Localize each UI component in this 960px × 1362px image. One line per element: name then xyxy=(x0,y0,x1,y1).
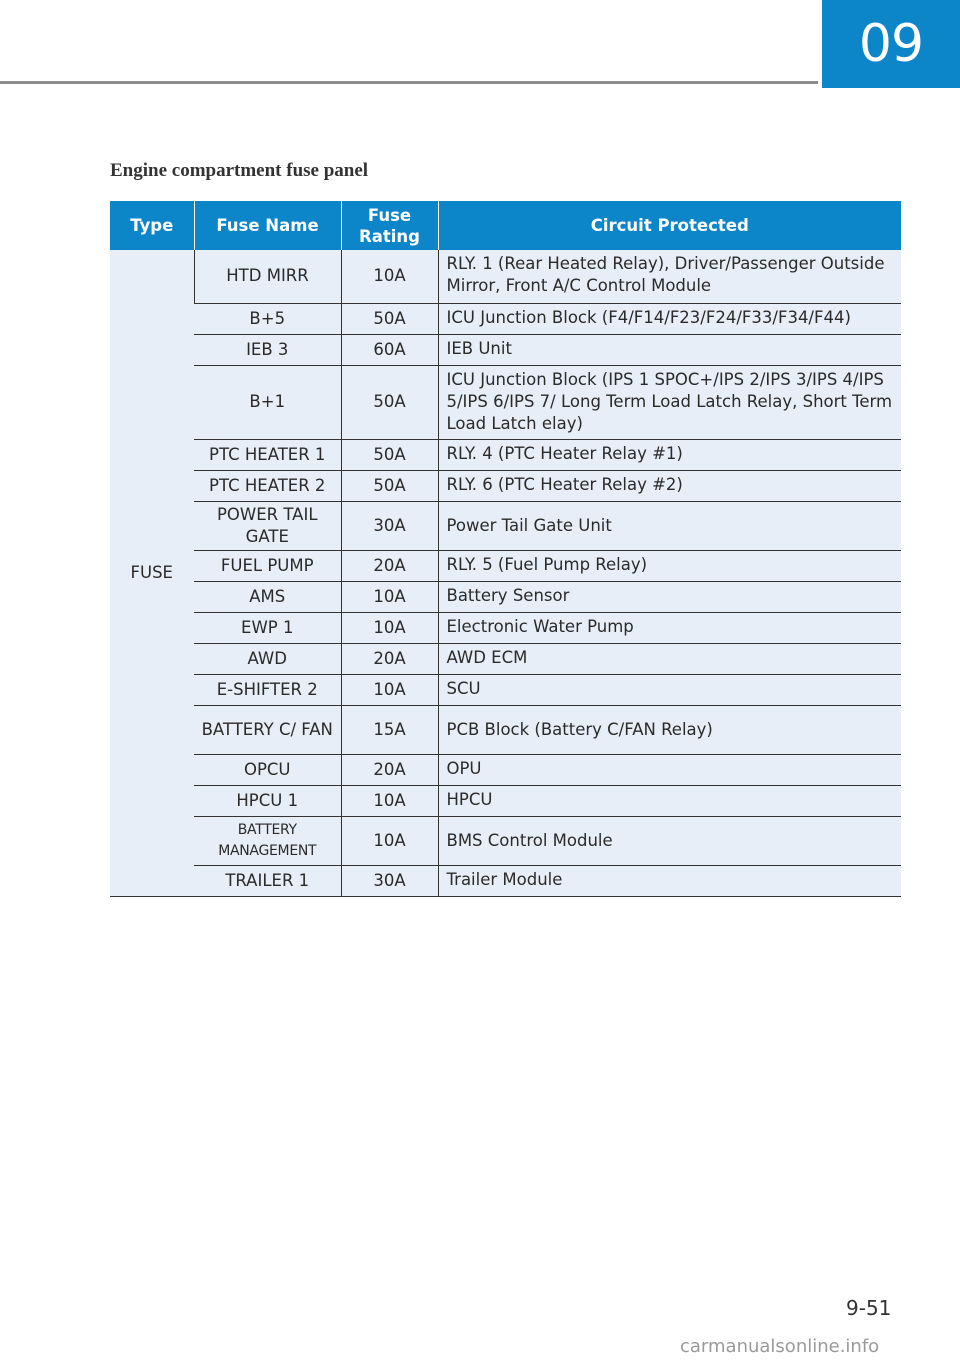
fuse-rating-cell: 30A xyxy=(341,865,438,896)
fuse-rating-cell: 10A xyxy=(341,816,438,865)
circuit-cell: RLY. 4 (PTC Heater Relay #1) xyxy=(438,439,901,470)
chapter-badge xyxy=(822,0,960,88)
fuse-name-cell: B+5 xyxy=(194,303,341,334)
fuse-rating-cell: 15A xyxy=(341,705,438,754)
table-row xyxy=(110,334,901,365)
table-row xyxy=(110,439,901,470)
header-fuse-rating-line1: Fuse xyxy=(367,205,412,225)
fuse-name-cell: AWD xyxy=(194,643,341,674)
circuit-cell: HPCU xyxy=(438,785,901,816)
table-row xyxy=(110,501,901,550)
table-row xyxy=(110,754,901,785)
fuse-name-cell: IEB 3 xyxy=(194,334,341,365)
circuit-cell: IEB Unit xyxy=(438,334,901,365)
circuit-cell: Battery Sensor xyxy=(438,581,901,612)
fuse-name-cell: PTC HEATER 2 xyxy=(194,470,341,501)
table-header-row xyxy=(110,201,901,250)
fuse-name-cell: FUEL PUMP xyxy=(194,550,341,581)
fuse-name-cell: PTC HEATER 1 xyxy=(194,439,341,470)
fuse-name-cell: BATTERY C/ FAN xyxy=(194,705,341,754)
table-row xyxy=(110,550,901,581)
table-row xyxy=(110,643,901,674)
fuse-rating-cell: 50A xyxy=(341,303,438,334)
circuit-cell: SCU xyxy=(438,674,901,705)
type-cell: FUSE xyxy=(110,250,194,896)
fuse-rating-cell: 20A xyxy=(341,550,438,581)
circuit-cell: ICU Junction Block (F4/F14/F23/F24/F33/F34/F44) xyxy=(438,303,901,334)
table-row xyxy=(110,785,901,816)
table-row xyxy=(110,674,901,705)
fuse-rating-cell: 60A xyxy=(341,334,438,365)
circuit-cell: PCB Block (Battery C/FAN Relay) xyxy=(438,705,901,754)
fuse-name-cell: TRAILER 1 xyxy=(194,865,341,896)
fuse-rating-cell: 50A xyxy=(341,365,438,439)
circuit-cell: Trailer Module xyxy=(438,865,901,896)
watermark-text: carmanualsonline.info xyxy=(680,1336,880,1357)
circuit-cell: ICU Junction Block (IPS 1 SPOC+/IPS 2/IPS 3/IPS 4/IPS 5/IPS 6/IPS 7/ Long Term Load Latch Relay, Short Term Load Latch elay) xyxy=(438,365,901,439)
fuse-name-cell: BATTERY MANAGEMENT xyxy=(194,816,341,865)
header-type: Type xyxy=(110,201,194,250)
fuse-rating-cell: 10A xyxy=(341,674,438,705)
header-divider xyxy=(0,81,818,84)
table-row xyxy=(110,865,901,896)
chapter-number: 09 xyxy=(858,14,924,74)
fuse-name-cell: HPCU 1 xyxy=(194,785,341,816)
fuse-name-cell: E-SHIFTER 2 xyxy=(194,674,341,705)
header-fuse-name: Fuse Name xyxy=(194,201,341,250)
fuse-name-cell: B+1 xyxy=(194,365,341,439)
circuit-cell: Power Tail Gate Unit xyxy=(438,501,901,550)
table-row xyxy=(110,470,901,501)
fuse-name-cell: AMS xyxy=(194,581,341,612)
circuit-cell: RLY. 6 (PTC Heater Relay #2) xyxy=(438,470,901,501)
page-number: 9-51 xyxy=(846,1296,892,1320)
fuse-rating-cell: 10A xyxy=(341,785,438,816)
fuse-name-cell: POWER TAIL GATE xyxy=(194,501,341,550)
fuse-table xyxy=(110,201,901,897)
fuse-rating-cell: 50A xyxy=(341,439,438,470)
table-row xyxy=(110,250,901,303)
circuit-cell: RLY. 1 (Rear Heated Relay), Driver/Passenger Outside Mirror, Front A/C Control Module xyxy=(438,250,901,303)
fuse-rating-cell: 50A xyxy=(341,470,438,501)
section-title: Engine compartment fuse panel xyxy=(110,160,369,181)
circuit-cell: OPU xyxy=(438,754,901,785)
fuse-rating-cell: 20A xyxy=(341,643,438,674)
circuit-cell: BMS Control Module xyxy=(438,816,901,865)
fuse-rating-cell: 10A xyxy=(341,581,438,612)
table-row xyxy=(110,581,901,612)
fuse-name-cell: HTD MIRR xyxy=(194,250,341,303)
table-row xyxy=(110,705,901,754)
fuse-name-cell: EWP 1 xyxy=(194,612,341,643)
table-row xyxy=(110,816,901,865)
fuse-rating-cell: 30A xyxy=(341,501,438,550)
fuse-name-cell: OPCU xyxy=(194,754,341,785)
table-row xyxy=(110,365,901,439)
fuse-rating-cell: 20A xyxy=(341,754,438,785)
table-row xyxy=(110,612,901,643)
fuse-rating-cell: 10A xyxy=(341,250,438,303)
header-circuit-protected: Circuit Protected xyxy=(438,201,901,250)
header-fuse-rating-line2: Rating xyxy=(359,226,420,246)
circuit-cell: RLY. 5 (Fuel Pump Relay) xyxy=(438,550,901,581)
table-row xyxy=(110,303,901,334)
header-fuse-rating xyxy=(341,201,438,250)
circuit-cell: AWD ECM xyxy=(438,643,901,674)
fuse-rating-cell: 10A xyxy=(341,612,438,643)
circuit-cell: Electronic Water Pump xyxy=(438,612,901,643)
